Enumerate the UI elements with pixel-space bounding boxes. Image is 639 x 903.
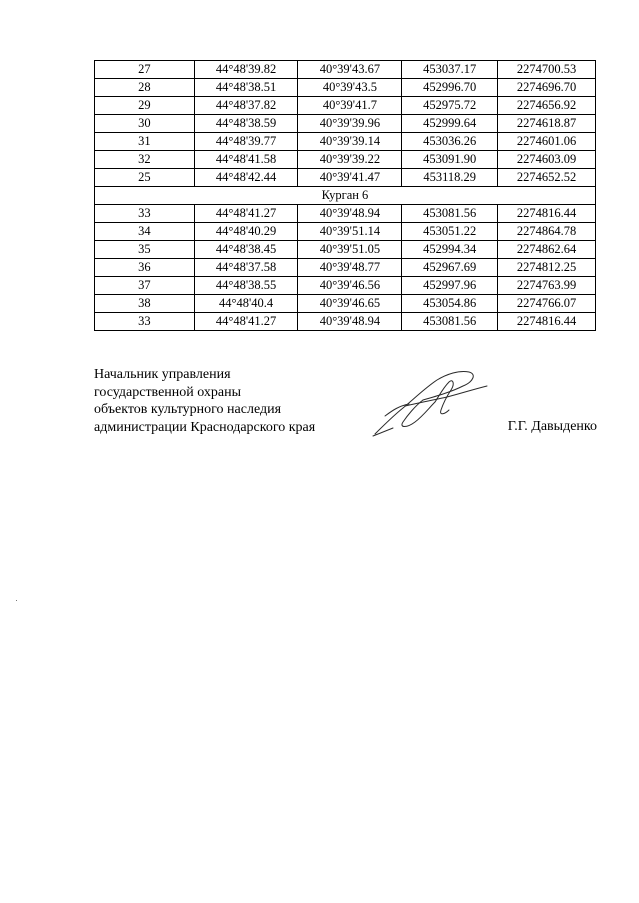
x-coordinate-cell: 453081.56 <box>402 205 498 223</box>
y-coordinate-cell: 2274816.44 <box>498 313 596 331</box>
table-row <box>95 223 596 241</box>
longitude-cell: 40°39'39.22 <box>298 151 402 169</box>
point-number-cell: 36 <box>95 259 195 277</box>
table-row <box>95 313 596 331</box>
y-coordinate-cell: 2274656.92 <box>498 97 596 115</box>
x-coordinate-cell: 452996.70 <box>402 79 498 97</box>
x-coordinate-cell: 452997.96 <box>402 277 498 295</box>
latitude-cell: 44°48'40.29 <box>194 223 298 241</box>
latitude-cell: 44°48'38.55 <box>194 277 298 295</box>
point-number-cell: 34 <box>95 223 195 241</box>
latitude-cell: 44°48'39.82 <box>194 61 298 79</box>
y-coordinate-cell: 2274696.70 <box>498 79 596 97</box>
y-coordinate-cell: 2274603.09 <box>498 151 596 169</box>
table-row <box>95 133 596 151</box>
point-number-cell: 30 <box>95 115 195 133</box>
longitude-cell: 40°39'41.7 <box>298 97 402 115</box>
y-coordinate-cell: 2274618.87 <box>498 115 596 133</box>
longitude-cell: 40°39'43.67 <box>298 61 402 79</box>
point-number-cell: 31 <box>95 133 195 151</box>
longitude-cell: 40°39'48.94 <box>298 205 402 223</box>
y-coordinate-cell: 2274864.78 <box>498 223 596 241</box>
x-coordinate-cell: 453081.56 <box>402 313 498 331</box>
table-row <box>95 61 596 79</box>
y-coordinate-cell: 2274812.25 <box>498 259 596 277</box>
x-coordinate-cell: 453036.26 <box>402 133 498 151</box>
x-coordinate-cell: 453054.86 <box>402 295 498 313</box>
longitude-cell: 40°39'46.65 <box>298 295 402 313</box>
coordinates-table <box>94 60 596 331</box>
longitude-cell: 40°39'39.96 <box>298 115 402 133</box>
x-coordinate-cell: 453118.29 <box>402 169 498 187</box>
table-row <box>95 205 596 223</box>
y-coordinate-cell: 2274763.99 <box>498 277 596 295</box>
table-row <box>95 259 596 277</box>
longitude-cell: 40°39'46.56 <box>298 277 402 295</box>
x-coordinate-cell: 452967.69 <box>402 259 498 277</box>
latitude-cell: 44°48'40.4 <box>194 295 298 313</box>
x-coordinate-cell: 452994.34 <box>402 241 498 259</box>
point-number-cell: 38 <box>95 295 195 313</box>
latitude-cell: 44°48'39.77 <box>194 133 298 151</box>
longitude-cell: 40°39'41.47 <box>298 169 402 187</box>
point-number-cell: 28 <box>95 79 195 97</box>
latitude-cell: 44°48'38.45 <box>194 241 298 259</box>
longitude-cell: 40°39'48.94 <box>298 313 402 331</box>
table-row <box>95 277 596 295</box>
latitude-cell: 44°48'37.82 <box>194 97 298 115</box>
longitude-cell: 40°39'51.14 <box>298 223 402 241</box>
table-row <box>95 151 596 169</box>
latitude-cell: 44°48'37.58 <box>194 259 298 277</box>
signature-block <box>94 366 597 436</box>
y-coordinate-cell: 2274700.53 <box>498 61 596 79</box>
point-number-cell: 25 <box>95 169 195 187</box>
signatory-position-line: государственной охраны <box>94 384 242 400</box>
latitude-cell: 44°48'41.27 <box>194 205 298 223</box>
longitude-cell: 40°39'43.5 <box>298 79 402 97</box>
point-number-cell: 33 <box>95 205 195 223</box>
x-coordinate-cell: 453091.90 <box>402 151 498 169</box>
section-title: Курган 6 <box>95 187 596 205</box>
signatory-position-line: объектов культурного наследия <box>94 402 282 417</box>
longitude-cell: 40°39'51.05 <box>298 241 402 259</box>
table-row <box>95 295 596 313</box>
coordinates-table-body <box>95 61 596 331</box>
signatory-position-line: Начальник управления <box>94 367 231 382</box>
longitude-cell: 40°39'48.77 <box>298 259 402 277</box>
latitude-cell: 44°48'42.44 <box>194 169 298 187</box>
point-number-cell: 37 <box>95 277 195 295</box>
y-coordinate-cell: 2274816.44 <box>498 205 596 223</box>
x-coordinate-cell: 453051.22 <box>402 223 498 241</box>
table-row <box>95 79 596 97</box>
latitude-cell: 44°48'41.27 <box>194 313 298 331</box>
handwritten-signature <box>363 366 493 438</box>
latitude-cell: 44°48'38.51 <box>194 79 298 97</box>
x-coordinate-cell: 452999.64 <box>402 115 498 133</box>
latitude-cell: 44°48'41.58 <box>194 151 298 169</box>
y-coordinate-cell: 2274652.52 <box>498 169 596 187</box>
table-row <box>95 97 596 115</box>
point-number-cell: 33 <box>95 313 195 331</box>
x-coordinate-cell: 452975.72 <box>402 97 498 115</box>
latitude-cell: 44°48'38.59 <box>194 115 298 133</box>
table-row <box>95 241 596 259</box>
signatory-name: Г.Г. Давыденко <box>507 419 597 434</box>
longitude-cell: 40°39'39.14 <box>298 133 402 151</box>
section-header-row <box>95 187 596 205</box>
table-row <box>95 115 596 133</box>
scan-speck <box>16 600 17 601</box>
point-number-cell: 29 <box>95 97 195 115</box>
table-row <box>95 169 596 187</box>
x-coordinate-cell: 453037.17 <box>402 61 498 79</box>
y-coordinate-cell: 2274601.06 <box>498 133 596 151</box>
signatory-position-line: администрации Краснодарского края <box>94 419 316 435</box>
y-coordinate-cell: 2274766.07 <box>498 295 596 313</box>
point-number-cell: 35 <box>95 241 195 259</box>
point-number-cell: 32 <box>95 151 195 169</box>
y-coordinate-cell: 2274862.64 <box>498 241 596 259</box>
point-number-cell: 27 <box>95 61 195 79</box>
